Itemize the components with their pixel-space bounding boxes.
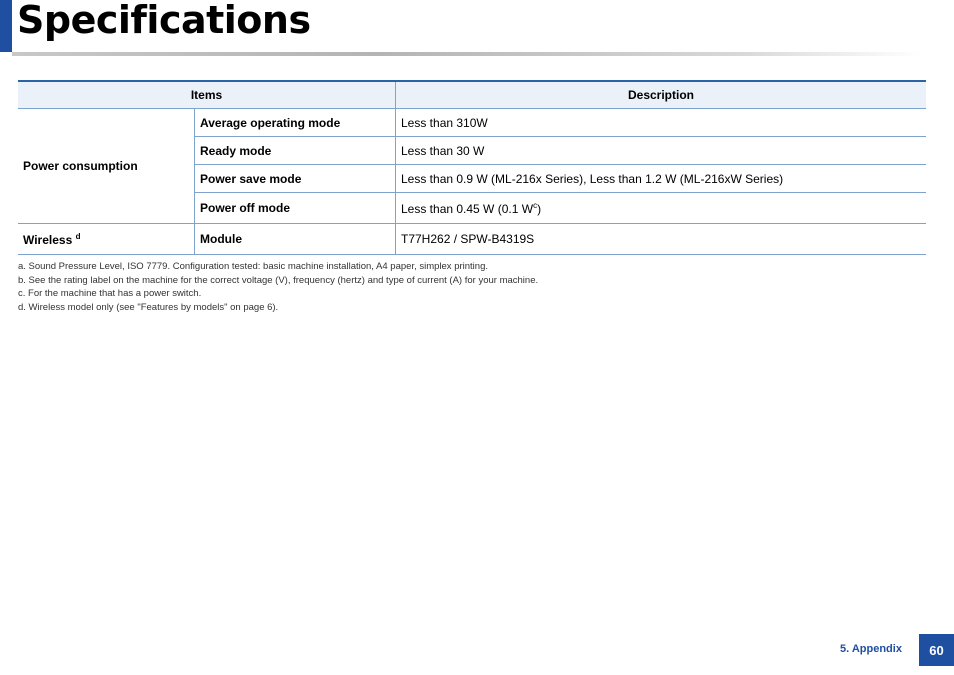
item-cell: Average operating mode: [195, 109, 396, 137]
desc-cell: Less than 0.9 W (ML-216x Series), Less than 1.2 W (ML-216xW Series): [396, 165, 927, 193]
category-power: Power consumption: [18, 109, 195, 224]
item-cell: Power save mode: [195, 165, 396, 193]
desc-cell: Less than 310W: [396, 109, 927, 137]
title-divider: [12, 52, 922, 56]
footnote-ref-c: c: [533, 200, 538, 210]
spec-table: [18, 80, 926, 255]
table-header-row: [18, 81, 926, 109]
item-cell: Ready mode: [195, 137, 396, 165]
desc-text: Less than 0.45 W (0.1 W: [401, 201, 534, 216]
desc-cell: [396, 193, 927, 224]
desc-cell: T77H262 / SPW-B4319S: [396, 224, 927, 255]
category-wireless: [18, 224, 195, 255]
page-number: 60: [919, 634, 954, 666]
footnote: d. Wireless model only (see "Features by models" on page 6).: [18, 301, 279, 313]
header-description: Description: [396, 81, 927, 109]
item-cell: Power off mode: [195, 193, 396, 224]
item-cell: Module: [195, 224, 396, 255]
header-items: Items: [18, 81, 396, 109]
desc-cell: Less than 30 W: [396, 137, 927, 165]
desc-text-end: ): [537, 201, 542, 216]
footer-section-label: 5. Appendix: [840, 643, 902, 655]
footnote-ref-d: d: [75, 231, 81, 241]
header-accent-bar: [0, 0, 12, 52]
table-row: [18, 224, 926, 255]
table-row: [18, 109, 926, 137]
footnotes: [18, 260, 538, 314]
page-title: Specifications: [17, 0, 311, 42]
footnote: b. See the rating label on the machine for the correct voltage (V), frequency (hertz) and type of current (A) for your machine.: [18, 274, 539, 286]
footnote: c. For the machine that has a power switch.: [18, 288, 202, 299]
footnote: a. Sound Pressure Level, ISO 7779. Configuration tested: basic machine installation, A4 paper, simplex printing.: [18, 261, 488, 272]
category-wireless-label: Wireless: [23, 232, 73, 247]
